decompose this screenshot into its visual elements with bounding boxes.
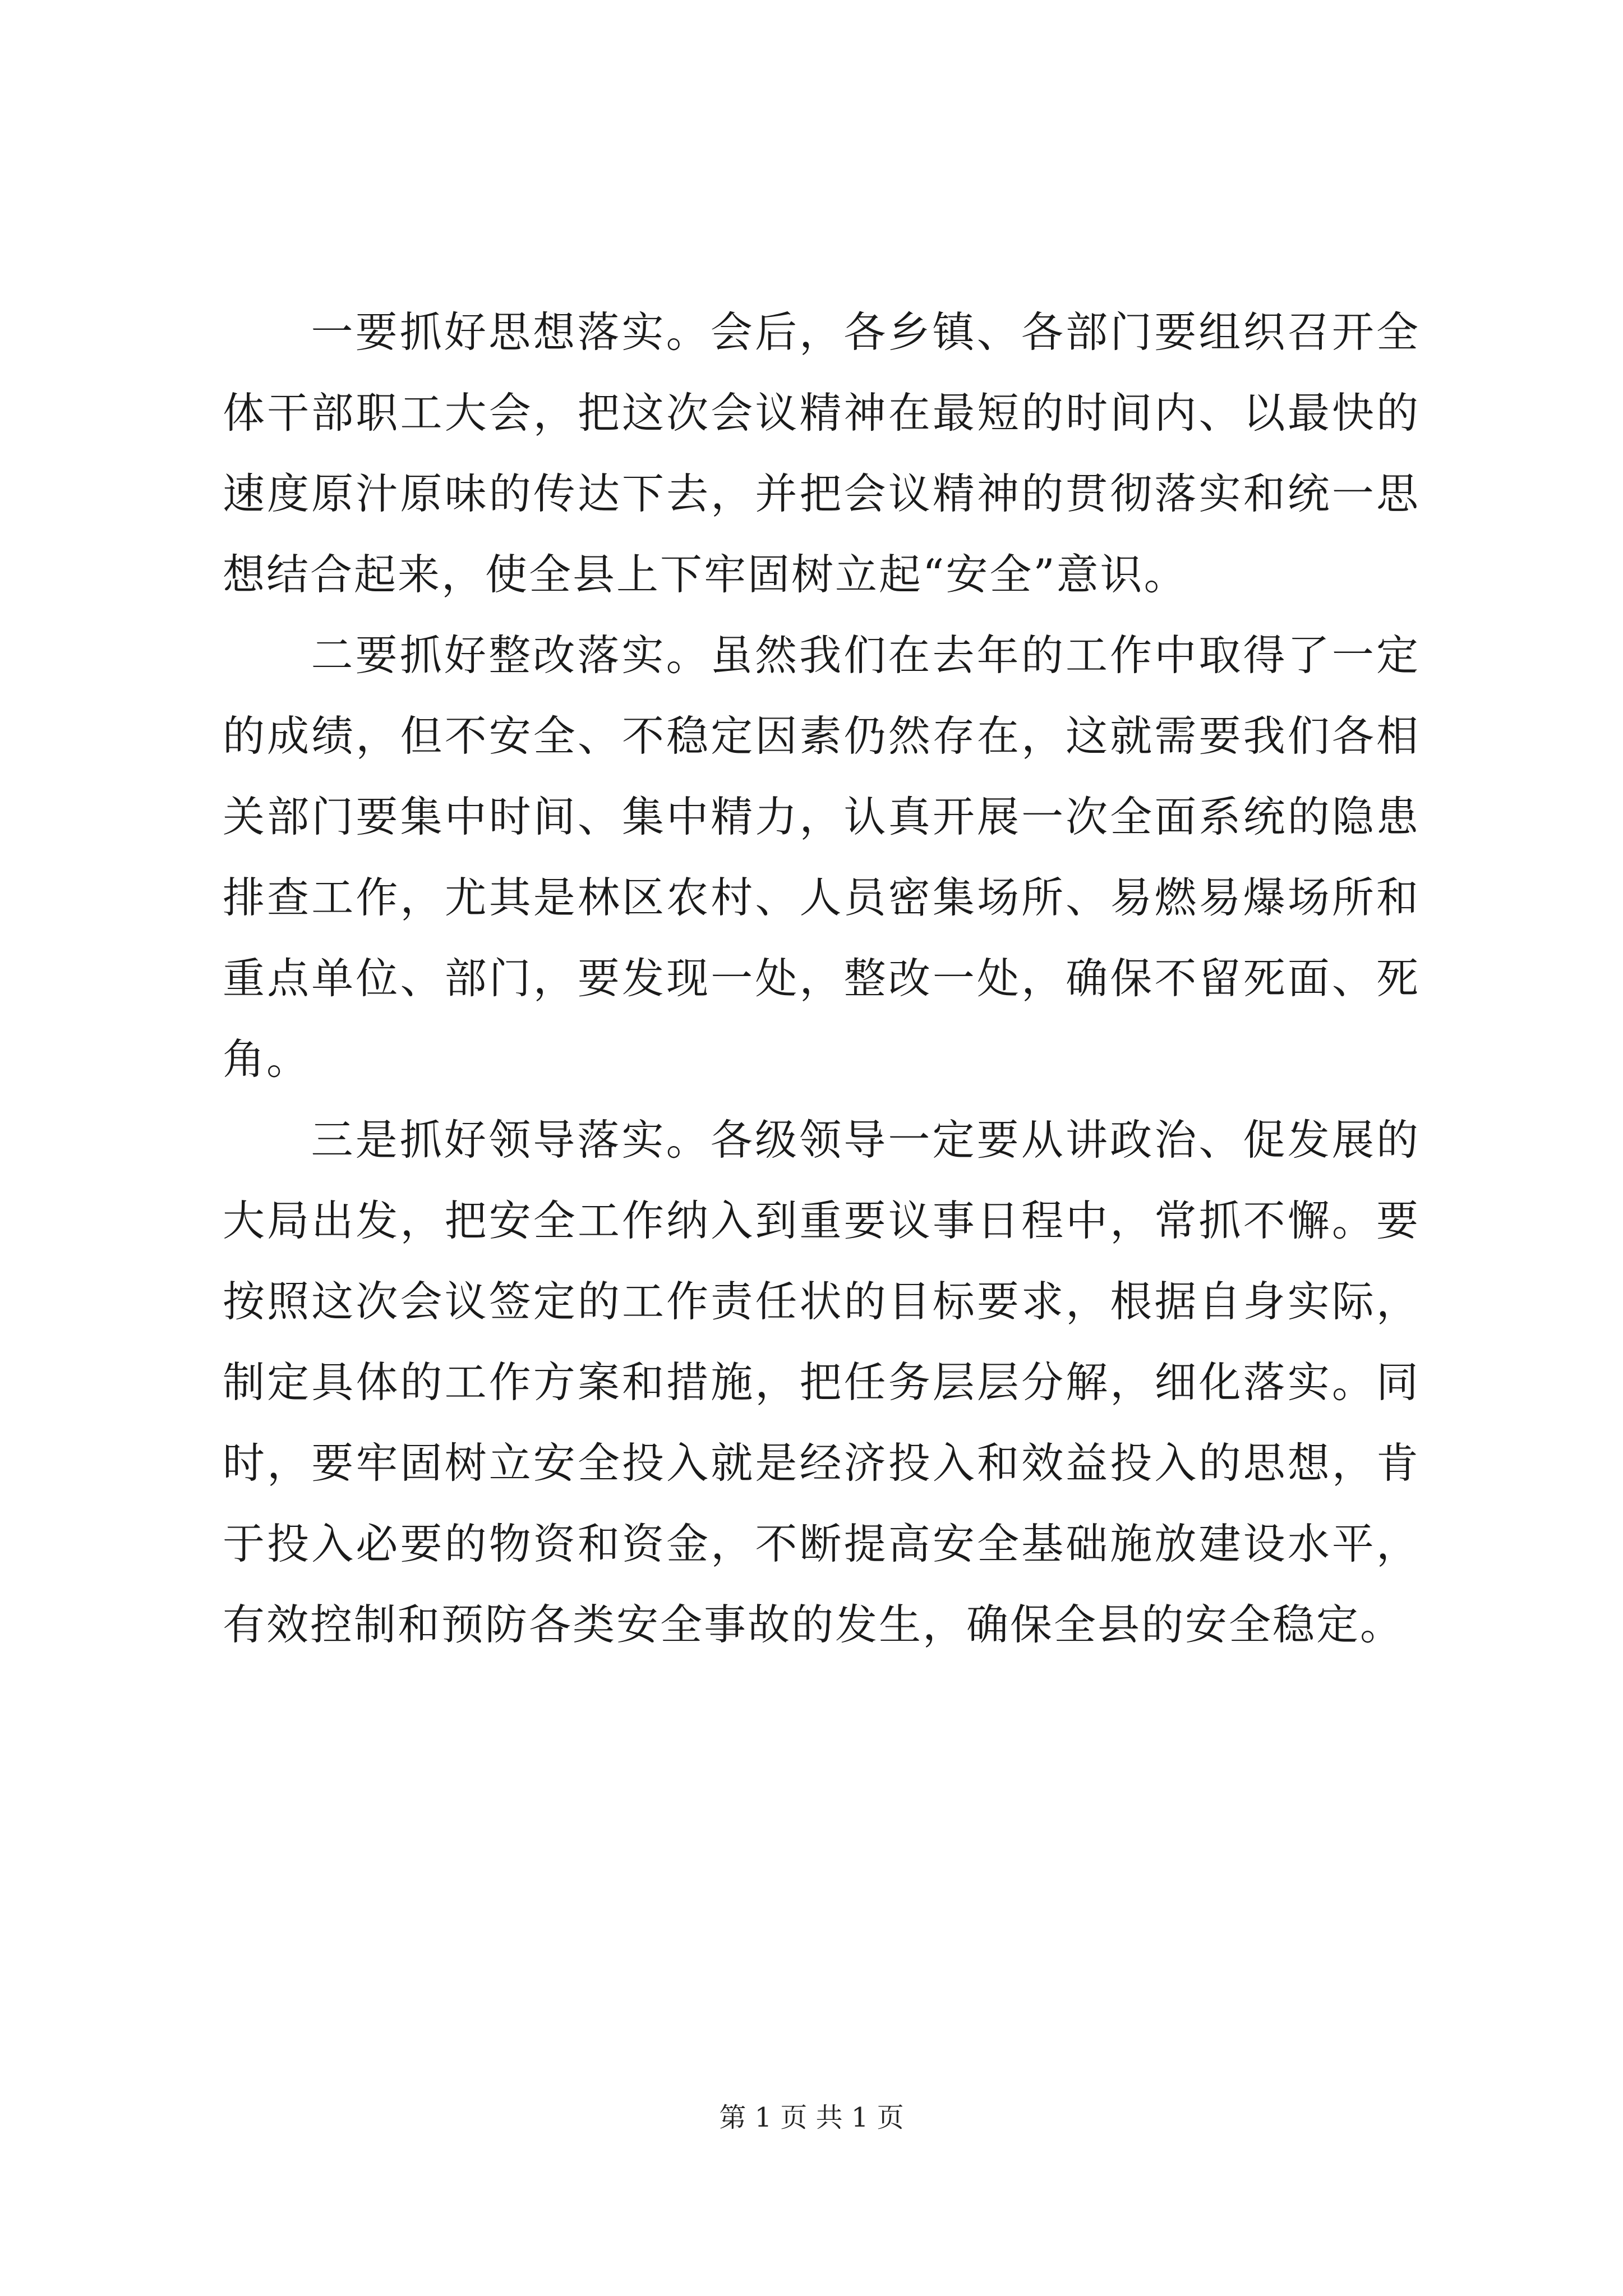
- paragraph-2: 二要抓好整改落实。虽然我们在去年的工作中取得了一定的成绩，但不安全、不稳定因素仍然存在，这就需要我们各相关部门要集中时间、集中精力，认真开展一次全面系统的隐患排查工作，尤其是林区农村、人员密集场所、易燃易爆场所和重点单位、部门，要发现一处，整改一处，确保不留死面、死角。: [223, 631, 1420, 1084]
- document-body: [223, 292, 1420, 1665]
- paragraph-3: 三是抓好领导落实。各级领导一定要从讲政治、促发展的大局出发，把安全工作纳入到重要议事日程中，常抓不懈。要按照这次会议签定的工作责任状的目标要求，根据自身实际，制定具体的工作方案和措施，把任务层层分解，细化落实。同时，要牢固树立安全投入就是经济投入和效益投入的思想，肯于投入必要的物资和资金，不断提高安全基础施放建设水平，有效控制和预防各类安全事故的发生，确保全县的安全稳定。: [223, 1115, 1420, 1649]
- paragraph-1: 一要抓好思想落实。会后，各乡镇、各部门要组织召开全体干部职工大会，把这次会议精神在最短的时间内、以最快的速度原汁原味的传达下去，并把会议精神的贯彻落实和统一思想结合起来，使全县上下牢固树立起“安全”意识。: [223, 307, 1420, 599]
- page-footer: 第 1 页 共 1 页: [719, 2102, 904, 2133]
